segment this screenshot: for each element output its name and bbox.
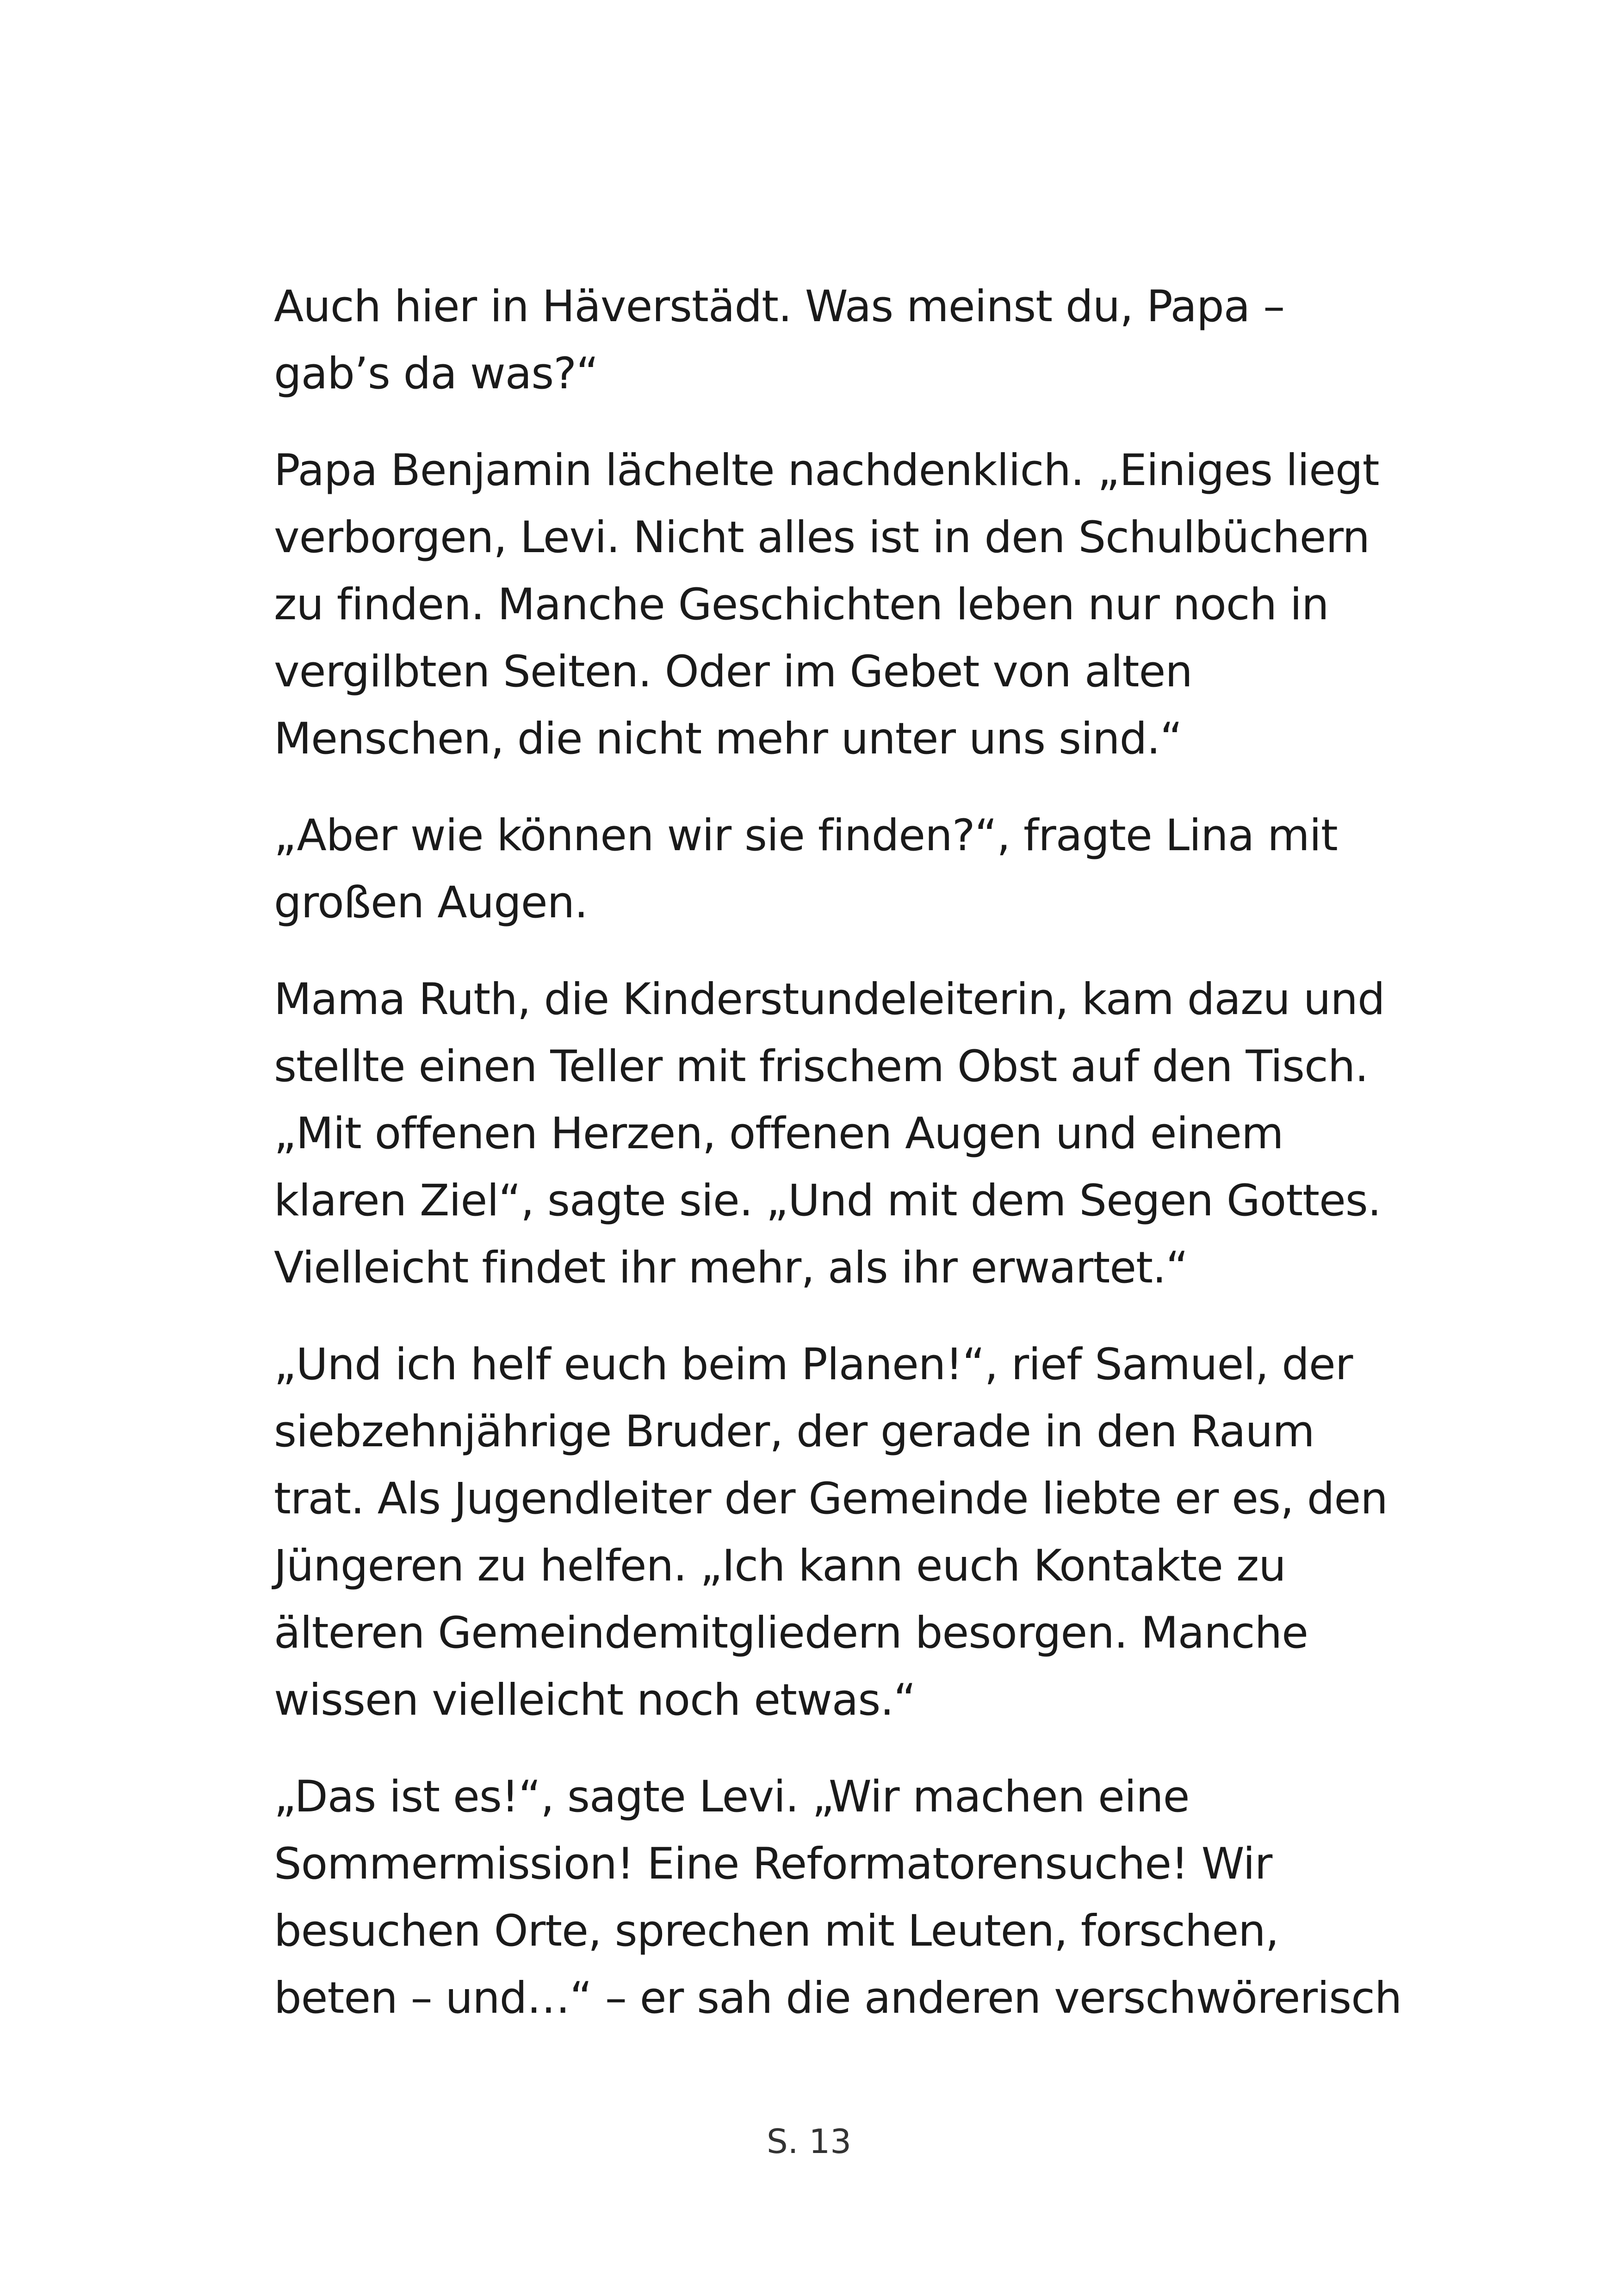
paragraph-3 [274,802,1352,936]
text-line: Mama Ruth, die Kinderstundeleiterin, kam dazu und [274,974,1385,1025]
paragraph-1 [274,273,1352,407]
text-line: „Mit offenen Herzen, offenen Augen und einem [274,1108,1283,1159]
text-line: Auch hier in Häverstädt. Was meinst du, Papa – [274,281,1285,332]
text-line: trat. Als Jugendleiter der Gemeinde liebte er es, den [274,1474,1388,1524]
text-line: Vielleicht findet ihr mehr, als ihr erwartet.“ [274,1243,1188,1293]
text-line: älteren Gemeindemitgliedern besorgen. Manche [274,1608,1308,1658]
text-line: stellte einen Teller mit frischem Obst auf den Tisch. [274,1041,1369,1092]
text-line: Menschen, die nicht mehr unter uns sind.“ [274,714,1182,764]
text-line: „Das ist es!“, sagte Levi. „Wir machen eine [274,1772,1190,1822]
text-line: großen Augen. [274,877,588,928]
paragraph-2 [274,437,1379,772]
text-line: klaren Ziel“, sagte sie. „Und mit dem Segen Gottes. [274,1176,1381,1226]
text-line: „Aber wie können wir sie finden?“, fragte Lina mit [274,810,1338,861]
text-line: beten – und…“ – er sah die anderen verschwörerisch [274,1973,1402,2023]
text-line: Sommermission! Eine Reformatorensuche! Wir [274,1839,1272,1889]
text-line: zu finden. Manche Geschichten leben nur noch in [274,579,1329,630]
text-line: besuchen Orte, sprechen mit Leuten, forschen, [274,1906,1279,1956]
page-number: S. 13 [766,2122,852,2161]
text-line: gab’s da was?“ [274,348,598,399]
text-line: vergilbten Seiten. Oder im Gebet von alten [274,647,1192,697]
paragraph-4 [274,966,1385,1301]
text-line: wissen vielleicht noch etwas.“ [274,1675,916,1725]
body-text [274,273,1402,2061]
text-line: Jüngeren zu helfen. „Ich kann euch Kontakte zu [274,1541,1286,1591]
paragraph-6 [274,1763,1402,2032]
text-line: Papa Benjamin lächelte nachdenklich. „Einiges liegt [274,445,1379,496]
text-line: „Und ich helf euch beim Planen!“, rief Samuel, der [274,1339,1353,1390]
text-line: siebzehnjährige Bruder, der gerade in den Raum [274,1406,1314,1457]
paragraph-5 [274,1331,1388,1734]
text-line: verborgen, Levi. Nicht alles ist in den Schulbüchern [274,512,1370,563]
